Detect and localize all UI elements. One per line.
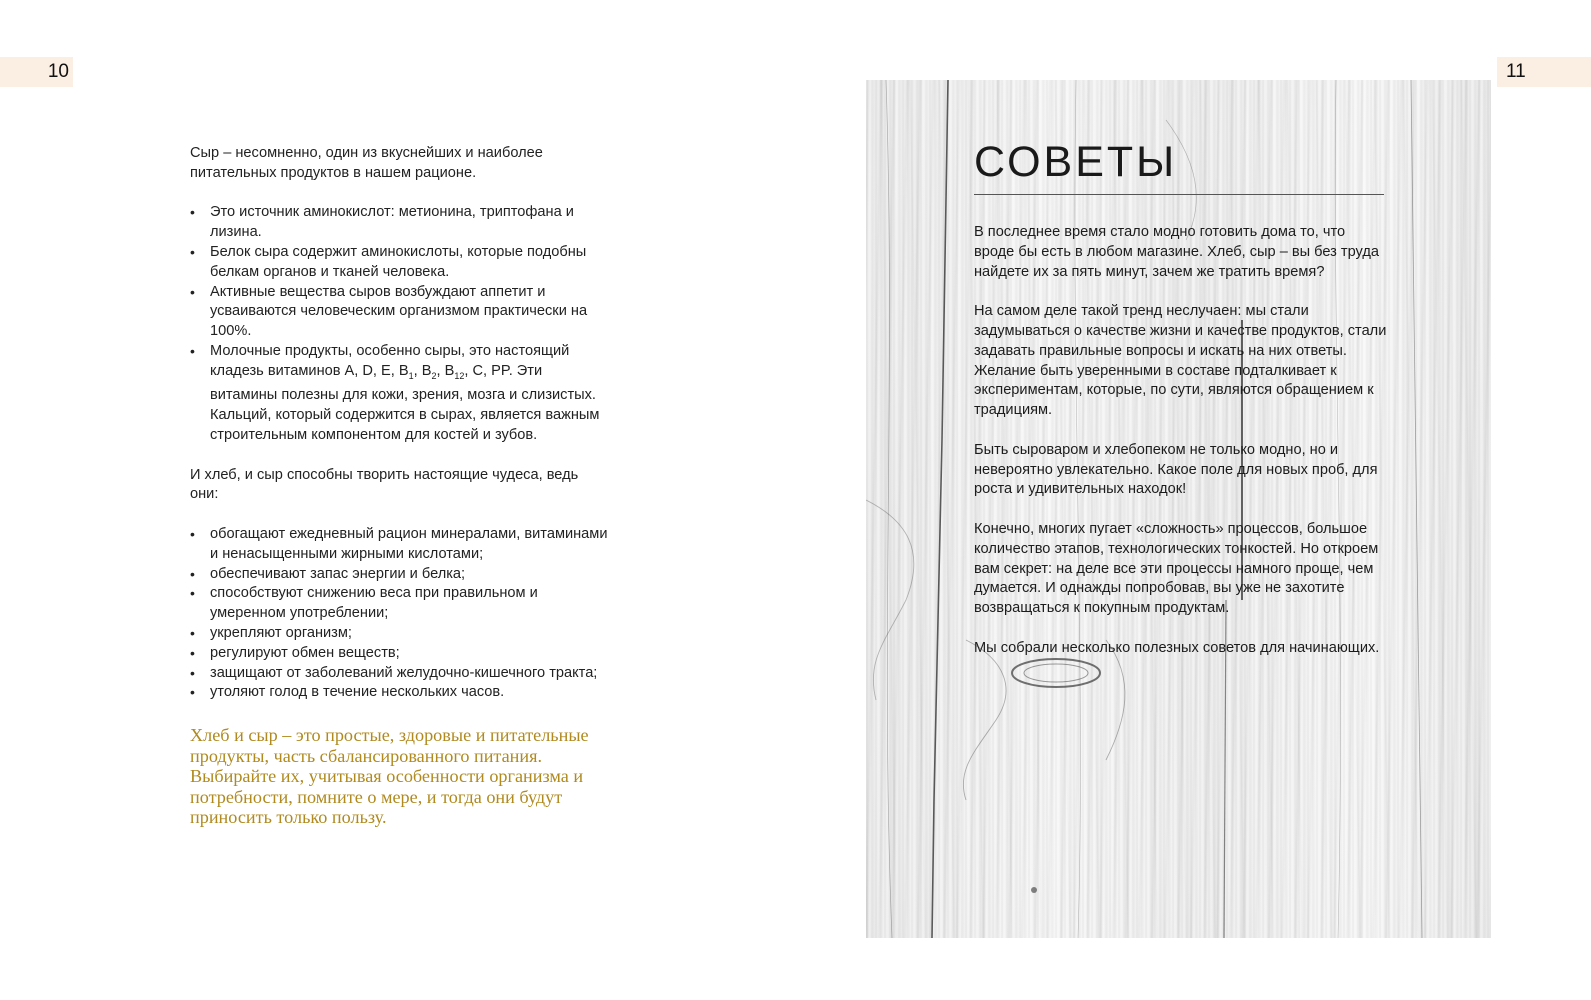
paragraph: Быть сыроваром и хлебопеком не только модно, но и невероятно увлекательно. Какое поле для новых проб, для роста и удивительных находок!: [974, 441, 1378, 498]
page-number-right: 11: [1497, 57, 1591, 87]
vitamin-subscript: 2: [431, 370, 437, 381]
list-item: • утоляют голод в течение нескольких часов.: [190, 683, 610, 703]
list-item: • обеспечивают запас энергии и белка;: [190, 565, 610, 585]
list-item: • защищают от заболеваний желудочно-кишечного тракта;: [190, 664, 610, 684]
vitamins-sep: , B: [436, 362, 455, 379]
vitamins-sep: , B: [413, 362, 432, 379]
list-item: • укрепляют организм;: [190, 624, 610, 644]
left-page-text: [190, 144, 610, 828]
page-number-left: 10: [0, 57, 73, 87]
vitamins-text-end: , C, PP. Эти витамины полезны для кожи, зрения, мозга и слизистых. Кальций, который содержится в сырах, является важным строительным компонентом для костей и зубов.: [210, 362, 600, 444]
paragraph: На самом деле такой тренд неслучаен: мы стали задумываться о качестве жизни и качестве продуктов, стали задавать правильные вопросы и искать на них ответы. Желание быть уверенными в составе подталкивает к экспериментам, которые, по сути, являются обращением к традициям.: [974, 303, 1387, 419]
vitamin-subscript: 1: [408, 370, 414, 381]
vitamins-text-start: Молочные продукты, особенно сыры, это настоящий кладезь витаминов A, D, E, B: [210, 342, 570, 379]
list-item: • Это источник аминокислот: метионина, триптофана и лизина.: [190, 203, 610, 243]
highlight-quote: Хлеб и сыр – это простые, здоровые и питательные продукты, часть сбалансированного питания. Выбирайте их, учитывая особенности организма и потребности, помните о мере, и тогда они будут приносить только пользу.: [190, 725, 589, 828]
paragraph: Мы собрали несколько полезных советов для начинающих.: [974, 639, 1380, 656]
vitamin-subscript: 12: [454, 370, 465, 381]
page-title: СОВЕТЫ: [974, 138, 1178, 186]
list-item: • Белок сыра содержит аминокислоты, которые подобны белкам органов и тканей человека.: [190, 243, 610, 283]
right-page-text: [974, 223, 1389, 659]
list-item: • обогащают ежедневный рацион минералами, витаминами и ненасыщенными жирными кислотами;: [190, 525, 610, 565]
amino-list: [190, 203, 610, 445]
benefits-intro: И хлеб, и сыр способны творить настоящие чудеса, ведь они:: [190, 466, 579, 503]
paragraph: В последнее время стало модно готовить дома то, что вроде бы есть в любом магазине. Хлеб, сыр – вы без труда найдете их за пять минут, зачем же тратить время?: [974, 224, 1379, 280]
intro-paragraph: Сыр – несомненно, один из вкуснейших и наиболее питательных продуктов в нашем рационе.: [190, 145, 543, 181]
list-item: • способствуют снижению веса при правильном и умеренном употреблении;: [190, 584, 610, 624]
paragraph: Конечно, многих пугает «сложность» процессов, большое количество этапов, технологических тонкостей. Но откроем вам секрет: на деле все эти процессы намного проще, чем думается. И однажды попробовав, вы уже не захотите возвращаться к покупным продуктам.: [974, 520, 1379, 617]
list-item: • регулируют обмен веществ;: [190, 644, 610, 664]
benefits-list: [190, 525, 610, 703]
title-divider: [974, 194, 1384, 195]
list-item: • Активные вещества сыров возбуждают аппетит и усваиваются человеческим организмом практически на 100%.: [190, 283, 610, 342]
list-item-vitamins: [190, 342, 610, 446]
